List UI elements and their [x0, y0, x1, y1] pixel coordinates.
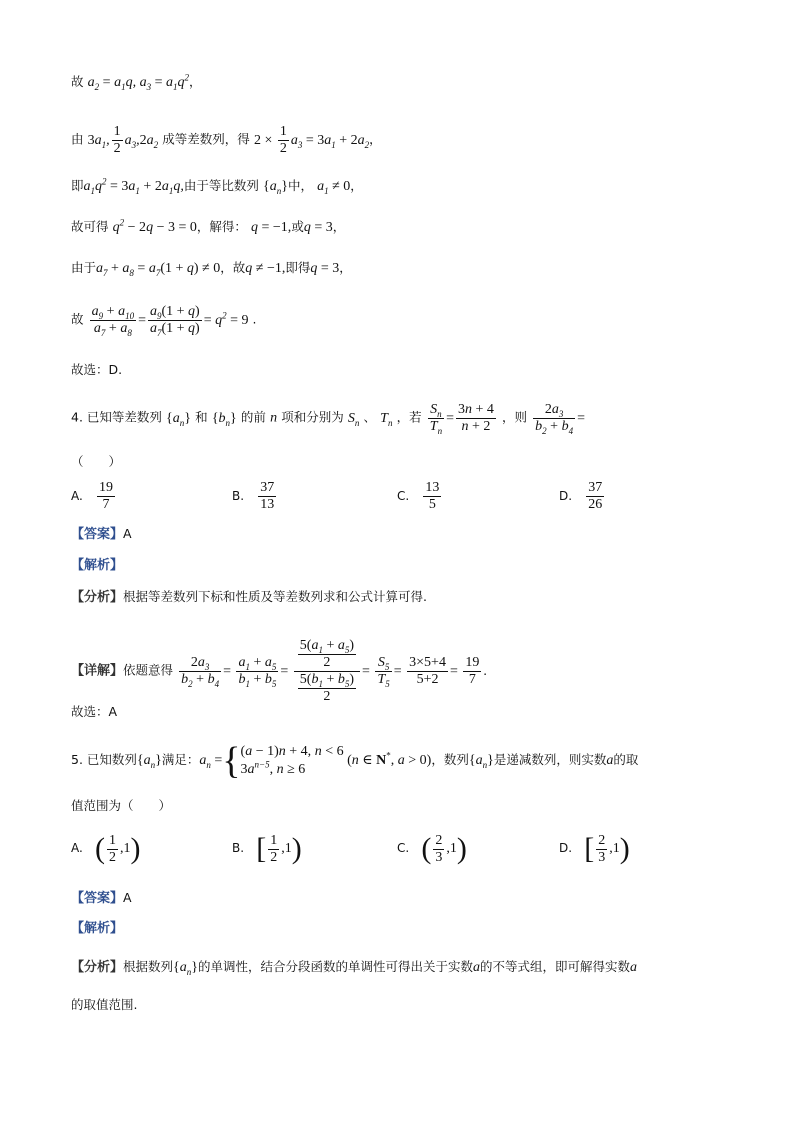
q4-choice: 故选：A [71, 704, 118, 719]
q4-option-d[interactable]: D. $\frac{37}{26}$ [559, 480, 603, 512]
solution-line-3: 即$a_1q^2 = 3a_1 + 2a_1q$,由于等比数列 $\{a_n\}$中， $a_1 \ne 0$， [71, 176, 363, 196]
solution-line-6: 故 $\frac{a_9 + a_{10}}{a_7 + a_8}$ = $\frac{a_9(1 + q)}{a_7(1 + q)}$ = $q^2 = 9$ . [71, 304, 257, 338]
q5-option-c[interactable]: C. ( $\frac{2}{3}$ ,1) [397, 832, 467, 865]
q4-option-c[interactable]: C. $\frac{13}{5}$ [397, 480, 440, 512]
q4-answer: 【答案】A [71, 526, 132, 542]
solution-choice: 故选：D. [71, 362, 123, 377]
q5-stem-line2: 值范围为（ ） [71, 798, 172, 813]
q4-fenxi: 【分析】根据等差数列下标和性质及等差数列求和公式计算可得. [71, 589, 427, 605]
q5-answer: 【答案】A [71, 890, 132, 906]
q5-analysis-heading: 【解析】 [71, 921, 124, 936]
q5-option-b[interactable]: B. [ $\frac{1}{2}$ ,1) [232, 832, 302, 865]
q4-option-b[interactable]: B. $\frac{37}{13}$ [232, 480, 275, 512]
q4-blank: （ ） [71, 454, 122, 469]
solution-line-5: 由于$a_7 + a_8 = a_7(1 + q) \ne 0$，故q ≠ −1,即得q = 3， [71, 260, 352, 278]
q5-fenxi-line2: 的取值范围. [71, 997, 138, 1012]
q5-option-d[interactable]: D. [ $\frac{2}{3}$ ,1) [559, 832, 630, 865]
solution-line-1: 故 $a_2 = a_1q$, $a_3 = a_1q^2$， [71, 72, 202, 92]
solution-line-2: 由 $3a_1$, $\frac{1}{2}$ $a_3,2a_2$ 成等差数列，得 2 × $\frac{1}{2}$ $a_3 = 3a_1 + 2a_2$， [71, 124, 382, 156]
q5-fenxi: 【分析】根据数列$\{a_n\}$的单调性，结合分段函数的单调性可得出关于实数a的不等式组，即可解得实数a [71, 959, 638, 977]
q4-option-a[interactable]: A. $\frac{19}{7}$ [71, 480, 113, 512]
q4-stem: 4. 已知等差数列 $\{a_n\}$ 和 $\{b_n\}$ 的前 n 项和分别为 $S_n$ 、 $T_n$ ，若 $\frac{S_n}{T_n}$ = $\frac{3n + 4}{n + 2}$ ，则 $\frac{2a_3}{b_2 + b_4}$ = [71, 402, 585, 436]
q5-option-a[interactable]: A. ( $\frac{1}{2}$ ,1) [71, 832, 141, 865]
solution-line-4: 故可得 $q^2 - 2q - 3 = 0$，解得： q = −1,或q = 3， [71, 217, 346, 235]
q5-stem: 5. 已知数列$\{a_n\}$满足：$a_n$ ={ (a − 1)n + 4, n < 6 $3a^{n-5}$, n ≥ 6 (n ∈ N*, a > 0)，数列$\{a_n\}$是递减数列，则实数a的取 [71, 740, 639, 782]
q4-analysis-heading: 【解析】 [71, 558, 124, 573]
q4-detail: 【详解】依题意得 $\frac{2a_3}{b_2 + b_4}$ = $\frac{a_1 + a_5}{b_1 + b_5}$ = $\frac{\frac{5(a_1 + a_5)}{2}}{\frac{5(b_1 + b_5)}{2}}$ = $\frac{S_5}{T_5}$ = $\frac{3\times 5+4}{5+2}$ = $\frac{19}{7}$ . [71, 638, 487, 704]
